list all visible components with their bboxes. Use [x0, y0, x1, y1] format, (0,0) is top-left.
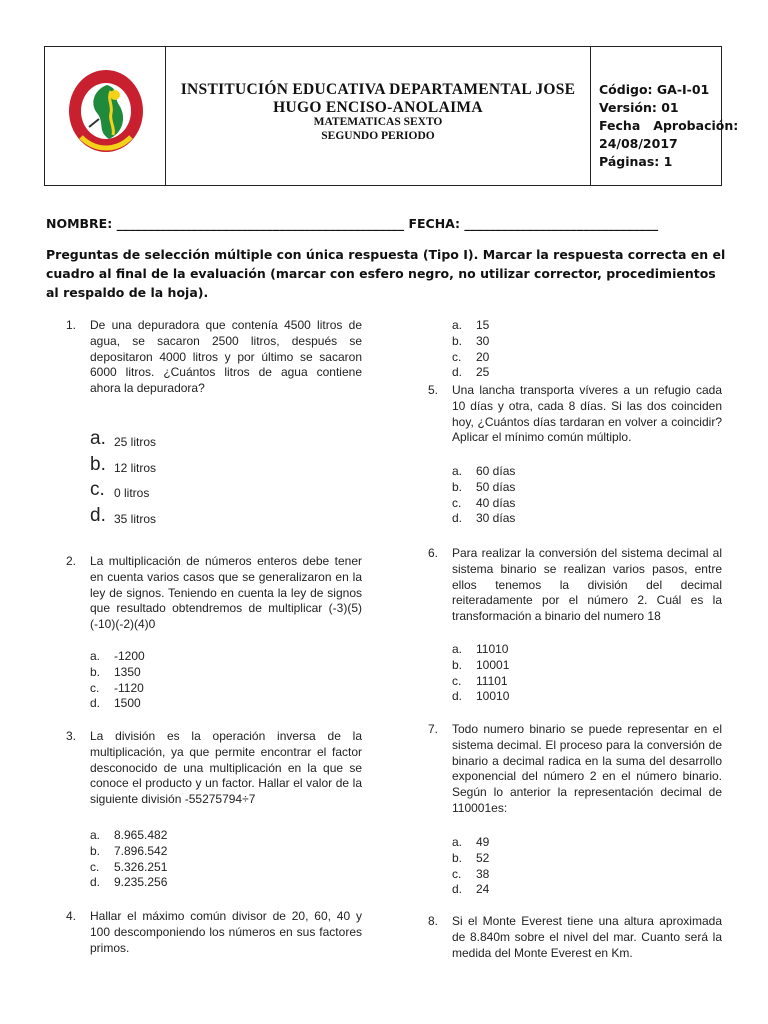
school-crest-logo [67, 69, 145, 155]
question-text: Si el Monte Everest tiene una altura aproximada de 8.840m sobre el nivel del mar. Cuanto será la medida del Monte Everest en Km. [452, 914, 722, 960]
question-text: Todo numero binario se puede representar en el sistema decimal. El proceso para la conversión de binario a decimal radica en la suma del desarrollo exponencial del número 2 en el número binario. Según lo anterior la representación decimal de 110001es: [452, 722, 722, 815]
question-number: 5. [428, 383, 439, 397]
question-text: Para realizar la conversión del sistema decimal al sistema binario se realizan varios pasos, entre ellos tenemos la división del decimal reiteradamente por el número 2. Cuál es la transformación a binario del numero 18 [452, 546, 722, 624]
approval-date: 24/08/2017 [599, 136, 678, 151]
question-number: 7. [428, 722, 439, 736]
document-code: Código: GA-I-01 [599, 82, 710, 97]
question-number: 1. [66, 318, 77, 332]
page-count: Páginas: 1 [599, 154, 673, 169]
name-field[interactable]: ______________________________________________ [116, 216, 405, 231]
question-number: 3. [66, 729, 77, 743]
period-title: SEGUNDO PERIODO [321, 130, 435, 142]
question-text: Hallar el máximo común divisor de 20, 60, 40 y 100 descomponiendo los números en sus factores primos. [90, 909, 362, 955]
question-number: 6. [428, 546, 439, 560]
date-field[interactable]: _______________________________ [464, 216, 659, 231]
name-date-line [46, 216, 658, 231]
question-text: Una lancha transporta víveres a un refugio cada 10 días y otra, cada 8 días. Si las dos coinciden hoy, ¿Cuántos días tardaran en volver a coincidir? Aplicar el mínimo común múltiplo. [452, 383, 722, 445]
question-number: 2. [66, 554, 77, 568]
institution-name: INSTITUCIÓN EDUCATIVA DEPARTAMENTAL JOSE HUGO ENCISO-ANOLAIMA [180, 81, 576, 116]
question-number: 4. [66, 909, 77, 923]
name-label: NOMBRE: [46, 216, 113, 231]
question-text: La división es la operación inversa de la multiplicación, ya que permite encontrar el factor desconocido de una multiplicación en la que se conoce el producto y un factor. Hallar el valor de la siguiente división -55275794÷7 [90, 729, 362, 807]
question-text: La multiplicación de números enteros debe tener en cuenta varios casos que se generalizaron en la ley de signos. Teniendo en cuenta la ley de signos que resultado obtendremos de multiplicar (-3)(5)(-10)(-2)(4)0 [90, 554, 362, 632]
document-metadata [599, 81, 738, 171]
question-text: De una depuradora que contenía 4500 litros de agua, se sacaron 2500 litros, después se depositaron 4000 litros y por último se sacaron 6000 litros. ¿Cuántos litros de agua contiene ahora la depuradora? [90, 318, 362, 396]
document-version: Versión: 01 [599, 100, 679, 115]
instructions: Preguntas de selección múltiple con única respuesta (Tipo I). Marcar la respuesta correcta en el cuadro al final de la evaluación (marcar con esfero negro, no utilizar corrector, procedimientos al respaldo de la hoja). [46, 247, 726, 300]
approval-label: Fecha Aprobación: [599, 118, 739, 133]
subject-and-period [166, 115, 590, 143]
subject-title: MATEMATICAS SEXTO [313, 116, 443, 128]
header-divider [590, 47, 591, 185]
document-header [44, 46, 739, 186]
question-number: 8. [428, 914, 439, 928]
date-label: FECHA: [408, 216, 461, 231]
